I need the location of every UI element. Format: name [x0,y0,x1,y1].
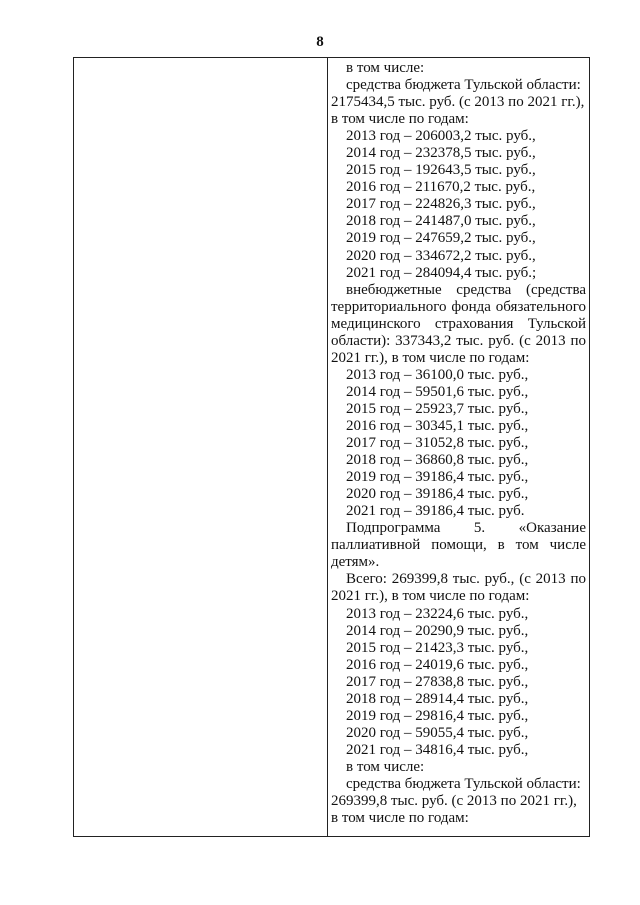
text-line: 2016 год – 24019,6 тыс. руб., [346,656,529,673]
text-line: 2020 год – 39186,4 тыс. руб., [346,486,529,503]
text-line: 2021 год – 34816,4 тыс. руб., [346,741,529,758]
text-line: в том числе по годам: [331,810,469,827]
text-line: 2014 год – 59501,6 тыс. руб., [346,383,529,400]
text-line: 2013 год – 36100,0 тыс. руб., [346,366,529,383]
page-number: 8 [316,34,324,50]
text-line: 2020 год – 334672,2 тыс. руб., [346,247,536,264]
text-line: 2017 год – 224826,3 тыс. руб., [346,196,536,213]
text-line: 2013 год – 23224,6 тыс. руб., [346,605,529,622]
text-line: 2019 год – 39186,4 тыс. руб., [346,469,529,486]
text-line: 2021 год – 284094,4 тыс. руб.; [346,264,537,281]
text-line: 2015 год – 192643,5 тыс. руб., [346,162,536,179]
text-line: области): 337343,2 тыс. руб. (с 2013 по [331,332,586,349]
text-line: 2015 год – 21423,3 тыс. руб., [346,639,529,656]
text-line: 2018 год – 241487,0 тыс. руб., [346,213,536,230]
text-line: Подпрограмма 5. «Оказание [346,520,586,537]
text-line: 2015 год – 25923,7 тыс. руб., [346,400,529,417]
text-line: 2021 гг.), в том числе по годам: [331,588,530,605]
text-line: 2019 год – 29816,4 тыс. руб., [346,707,529,724]
text-line: в том числе: [346,60,425,76]
text-line: 2019 год – 247659,2 тыс. руб., [346,230,536,247]
text-line: 2175434,5 тыс. руб. (с 2013 по 2021 гг.), [331,94,585,111]
text-line: 2018 год – 36860,8 тыс. руб., [346,452,529,469]
text-line: 2021 год – 39186,4 тыс. руб. [346,503,525,520]
column-divider [327,58,328,836]
text-line: 2014 год – 232378,5 тыс. руб., [346,145,536,162]
text-line: 2018 год – 28914,4 тыс. руб., [346,690,529,707]
text-line: внебюджетные средства (средства [346,281,586,298]
text-line: в том числе: [346,758,425,775]
text-line: паллиативной помощи, в том числе [331,537,586,554]
text-line: 2017 год – 27838,8 тыс. руб., [346,673,529,690]
document-table [73,57,590,837]
text-line: медицинского страхования Тульской [331,315,586,332]
text-line: 2016 год – 30345,1 тыс. руб., [346,417,529,434]
text-line: 2021 гг.), в том числе по годам: [331,349,530,366]
text-line: детям». [331,554,380,571]
text-line: 2014 год – 20290,9 тыс. руб., [346,622,529,639]
text-line: территориального фонда обязательного [331,298,586,315]
text-line: средства бюджета Тульской области: [346,775,581,792]
text-line: 269399,8 тыс. руб. (с 2013 по 2021 гг.), [331,793,577,810]
text-line: в том числе по годам: [331,111,469,128]
text-line: 2020 год – 59055,4 тыс. руб., [346,724,529,741]
text-line: 2016 год – 211670,2 тыс. руб., [346,179,536,196]
text-line: средства бюджета Тульской области: [346,77,581,94]
text-line: 2017 год – 31052,8 тыс. руб., [346,435,529,452]
text-line: 2013 год – 206003,2 тыс. руб., [346,128,536,145]
text-line: Всего: 269399,8 тыс. руб., (с 2013 по [346,571,586,588]
table-right-column [331,60,586,827]
